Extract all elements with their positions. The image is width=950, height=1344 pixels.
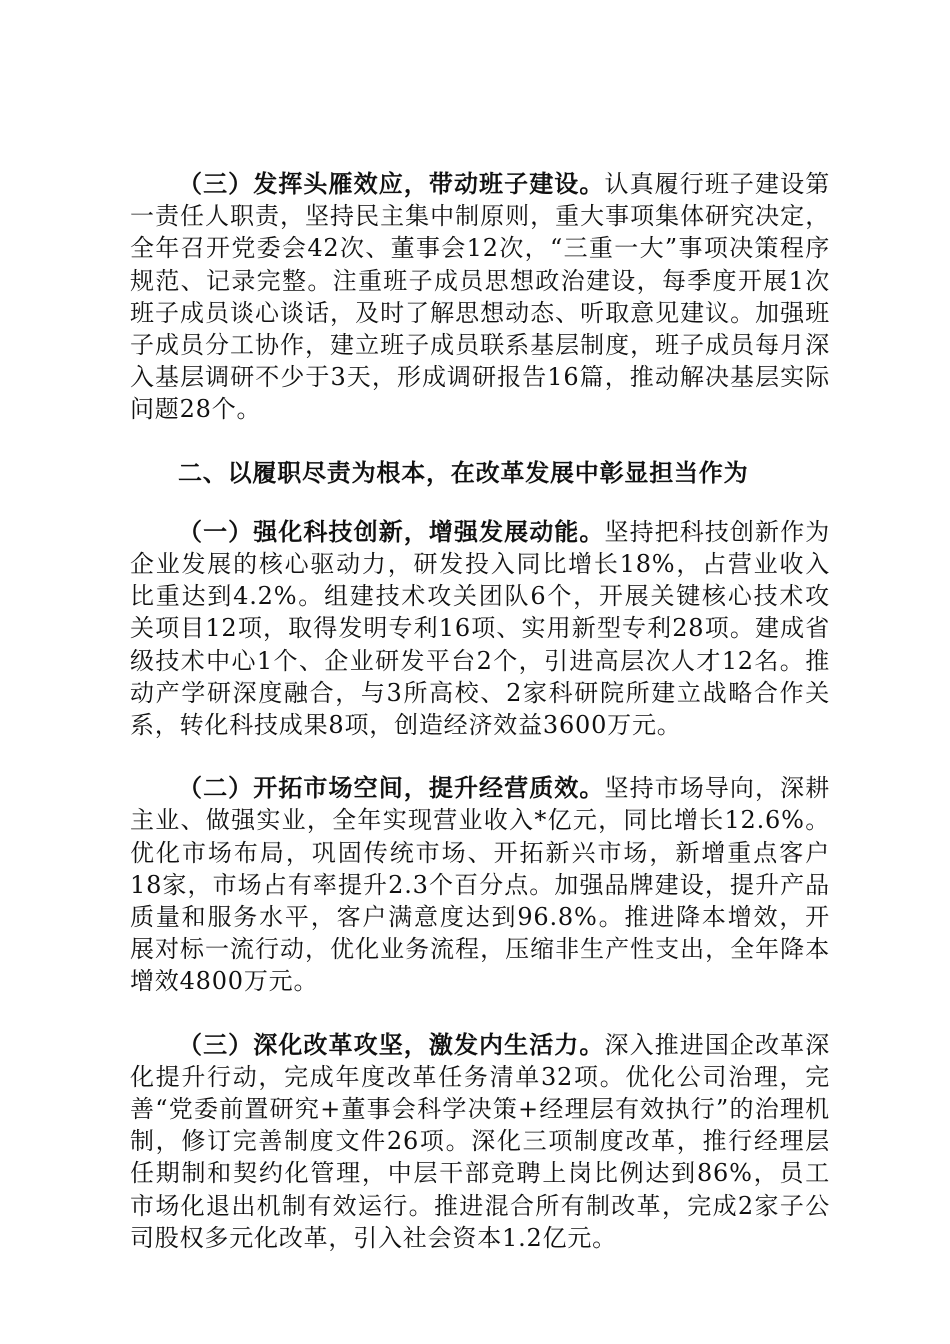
paragraph-lead: （二）开拓市场空间，提升经营质效。 [178, 773, 605, 803]
paragraph-reform [130, 1029, 830, 1254]
paragraph-body: 深入推进国企改革深化提升行动，完成年度改革任务清单32项。优化公司治理，完善“党委前置研究+董事会科学决策+经理层有效执行”的治理机制，修订完善制度文件26项。深化三项制度改革，推行经理层任期制和契约化管理，中层干部竞聘上岗比例达到86%，员工市场化退出机制有效运行。推进混合所有制改革，完成2家子公司股权多元化改革，引入社会资本1.2亿元。 [130, 1030, 830, 1252]
paragraph-tech-innovation [130, 516, 830, 741]
paragraph-leadership-team [130, 168, 830, 426]
paragraph-lead: （三）发挥头雁效应，带动班子建设。 [178, 169, 605, 198]
paragraph-body: 认真履行班子建设第一责任人职责，坚持民主集中制原则，重大事项集体研究决定，全年召开党委会42次、董事会12次，“三重一大”事项决策程序规范、记录完整。注重班子成员思想政治建设，每季度开展1次班子成员谈心谈话，及时了解思想动态、听取意见建议。加强班子成员分工协作，建立班子成员联系基层制度，班子成员每月深入基层调研不少于3天，形成调研报告16篇，推动解决基层实际问题28个。 [130, 170, 830, 424]
paragraph-lead: （一）强化科技创新，增强发展动能。 [178, 516, 605, 546]
paragraph-body: 坚持把科技创新作为企业发展的核心驱动力，研发投入同比增长18%，占营业收入比重达到4.2%。组建技术攻关团队6个，开展关键核心技术攻关项目12项，取得发明专利16项、实用新型专利28项。建成省级技术中心1个、企业研发平台2个，引进高层次人才12名。推动产学研深度融合，与3所高校、2家科研院所建立战略合作关系，转化科技成果8项，创造经济效益3600万元。 [130, 517, 830, 740]
paragraph-body: 坚持市场导向，深耕主业、做强实业，全年实现营业收入*亿元，同比增长12.6%。优化市场布局，巩固传统市场、开拓新兴市场，新增重点客户18家，市场占有率提升2.3个百分点。加强品牌建设，提升产品质量和服务水平，客户满意度达到96.8%。推进降本增效，开展对标一流行动，优化业务流程，压缩非生产性支出，全年降本增效4800万元。 [130, 774, 830, 996]
document-page [130, 168, 830, 1254]
section-heading: 二、以履职尽责为根本，在改革发展中彰显担当作为 [178, 457, 749, 487]
paragraph-market-expansion [130, 772, 830, 997]
paragraph-lead: （三）深化改革攻坚，激发内生活力。 [178, 1029, 605, 1059]
